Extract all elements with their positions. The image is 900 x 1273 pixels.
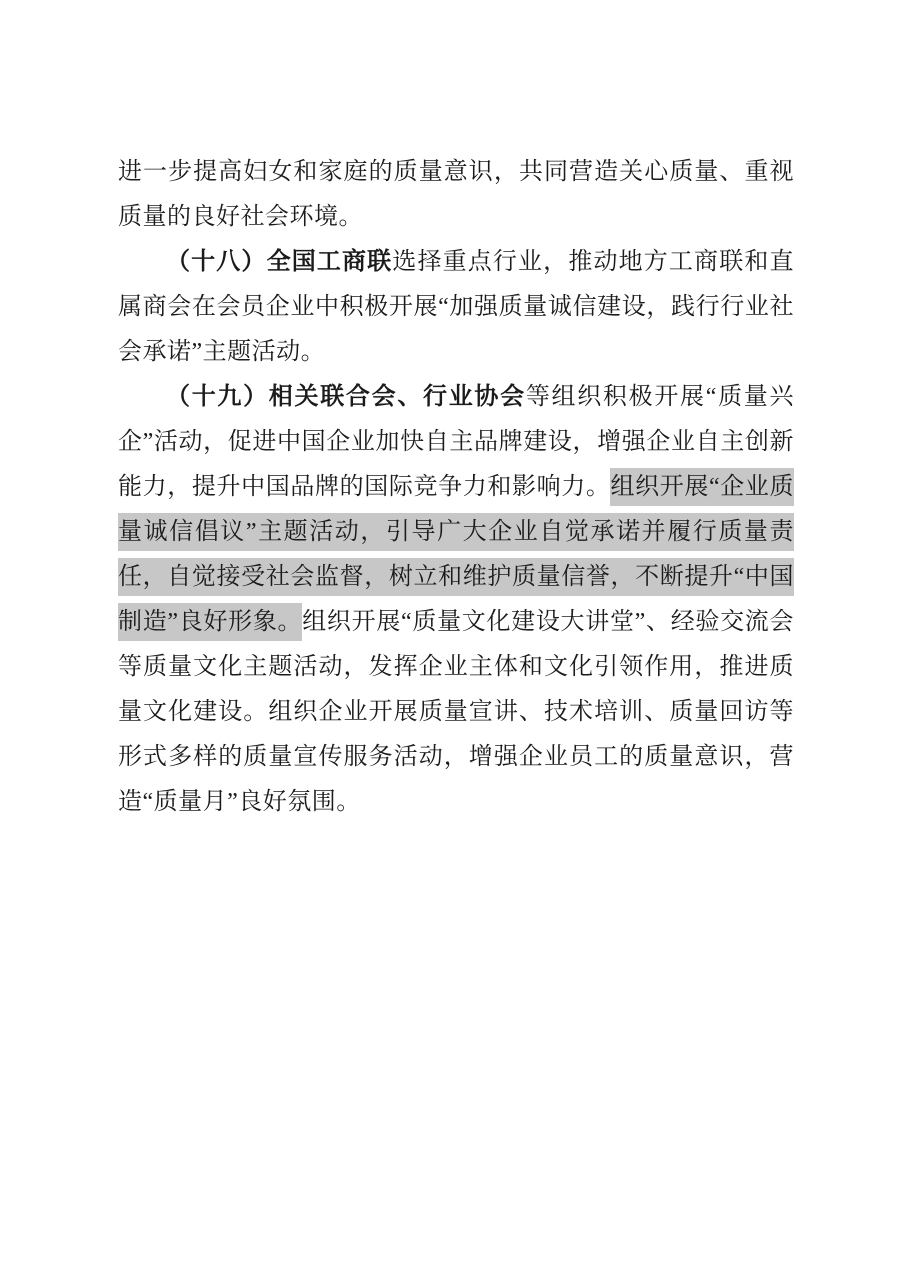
highlighted-text-segment: 组织开展“企业质量诚信倡议”主题活动，引导广大企业自觉承诺并履行质量责任，自觉接受社会监督，树立和维护质量信誉，不断提升“中国制造”良好形象。 [118,468,794,641]
paragraph [118,150,794,240]
bold-text-segment: （十八）全国工商联 [166,249,393,275]
bold-text-segment: （十九）相关联合会、行业协会 [166,384,526,410]
text-segment: 进一步提高妇女和家庭的质量意识，共同营造关心质量、重视质量的良好社会环境。 [118,159,794,230]
paragraph [118,375,794,825]
text-segment: 等组织积极开展“质量兴企”活动，促进中国企业加快自主品牌建设，增强企业自主创新能力，提升中国品牌的国际竞争力和影响力。 [118,384,794,500]
text-segment: 选择重点行业，推动地方工商联和直属商会在会员企业中积极开展“加强质量诚信建设，践行行业社会承诺”主题活动。 [118,249,794,365]
document-body [118,150,794,825]
text-segment: 组织开展“质量文化建设大讲堂”、经验交流会等质量文化主题活动，发挥企业主体和文化引领作用，推进质量文化建设。组织企业开展质量宣讲、技术培训、质量回访等形式多样的质量宣传服务活动，增强企业员工的质量意识，营造“质量月”良好氛围。 [118,609,794,815]
paragraph [118,240,794,375]
